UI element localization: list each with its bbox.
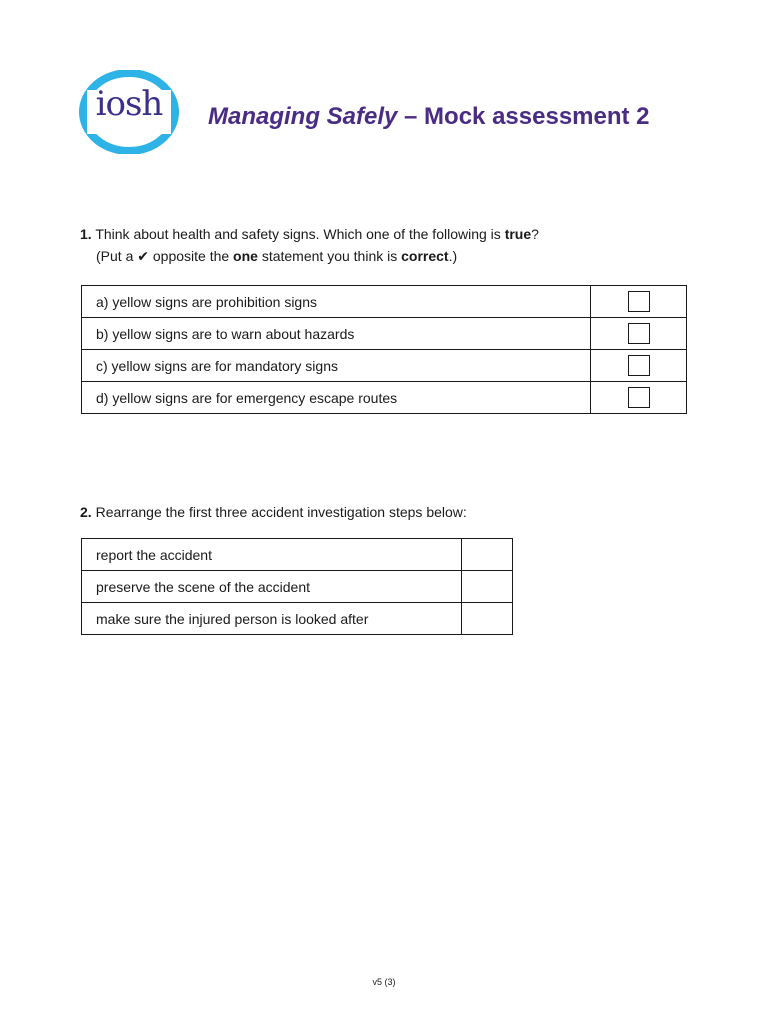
step-3-label: make sure the injured person is looked after [82, 603, 462, 635]
question-1-text-after: ? [531, 226, 539, 242]
step-1-order-field[interactable] [462, 539, 513, 571]
option-a-cell [591, 286, 687, 318]
step-1-label: report the accident [82, 539, 462, 571]
question-2 [80, 501, 467, 523]
option-d-label: d) yellow signs are for emergency escape routes [82, 382, 591, 414]
option-b-label: b) yellow signs are to warn about hazards [82, 318, 591, 350]
question-2-text [80, 501, 467, 523]
question-1-text [80, 223, 539, 245]
option-a-checkbox[interactable] [628, 291, 650, 312]
option-c-label: c) yellow signs are for mandatory signs [82, 350, 591, 382]
option-b-cell [591, 318, 687, 350]
table-row [82, 286, 687, 318]
title-assessment-name: – Mock assessment 2 [397, 103, 650, 130]
question-1-text-bold: true [504, 226, 532, 242]
tick-icon: ✔ [137, 248, 149, 264]
iosh-logo [79, 70, 179, 154]
question-1-options-table [81, 285, 687, 414]
question-1-text-before: Think about health and safety signs. Which one of the following is [91, 226, 505, 242]
instruction-bold-correct: correct [401, 248, 449, 264]
question-2-steps-table [81, 538, 513, 635]
table-row [82, 350, 687, 382]
option-a-label: a) yellow signs are prohibition signs [82, 286, 591, 318]
instruction-prefix: (Put a [96, 248, 138, 264]
table-row [82, 603, 513, 635]
page-title [208, 100, 650, 134]
table-row [82, 382, 687, 414]
instruction-mid-1: opposite the [148, 248, 234, 264]
step-2-label: preserve the scene of the accident [82, 571, 462, 603]
table-row [82, 539, 513, 571]
table-row [82, 571, 513, 603]
question-1-instruction [80, 245, 539, 267]
step-2-order-field[interactable] [462, 571, 513, 603]
logo-text: iosh [95, 84, 163, 124]
step-3-order-field[interactable] [462, 603, 513, 635]
instruction-mid-2: statement you think is [257, 248, 402, 264]
option-c-checkbox[interactable] [628, 355, 650, 376]
title-course-name: Managing Safely [208, 103, 398, 130]
option-c-cell [591, 350, 687, 382]
instruction-suffix: .) [448, 248, 458, 264]
instruction-bold-one: one [233, 248, 258, 264]
question-2-number: 2. [80, 504, 92, 520]
question-1-number: 1. [80, 226, 92, 242]
option-d-cell [591, 382, 687, 414]
question-1 [80, 223, 539, 267]
question-2-text-body: Rearrange the first three accident investigation steps below: [91, 504, 467, 520]
option-b-checkbox[interactable] [628, 323, 650, 344]
option-d-checkbox[interactable] [628, 387, 650, 408]
version-footer: v5 (3) [372, 977, 396, 987]
table-row [82, 318, 687, 350]
